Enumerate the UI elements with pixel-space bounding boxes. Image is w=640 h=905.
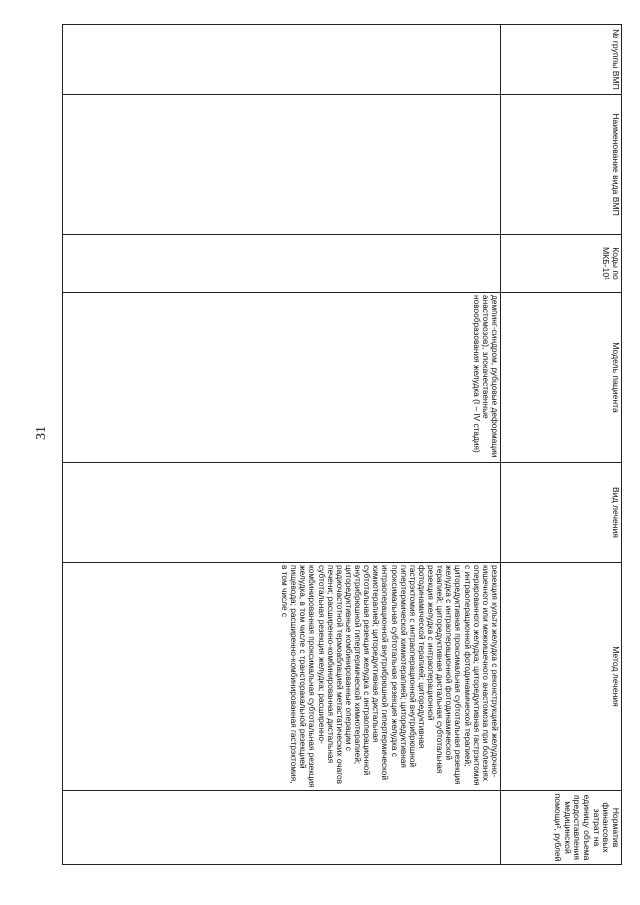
cell-codes [63,235,501,293]
header-method: Метод лечения [501,563,622,791]
header-codes: Коды по МКБ-10¹ [501,235,622,293]
vmp-table [62,24,622,865]
method-text: резекция культи желудка с реконструкцией желудочно-кишечного или межкишечного анастомоза при болезнях оперированного желудка; циторедуктивная гастрэктомия с интраоперационной фотодинамической терапией; циторедуктивная проксимальная субтотальная резекция желудка с интраоперационной фотодинамической терапией; циторедуктивная дистальная субтотальная резекция желудка с интраоперационной фотодинамической терапией; циторедуктивная гастрэктомия с интраоперационной внутрибрюшной гипертермической химиотерапией; циторедуктивная проксимальная субтотальная резекция желудка с интраоперационной внутрибрюшной гипертермической химиотерапией; циторедуктивная дистальная субтотальная резекция желудка с интраоперационной внутрибрюшной гипертермической химиотерапией; циторедуктивные комбинированные операции с радиочастотной термоаблацией метастатических очагов печени; расширенно-комбинированная дистальная субтотальная резекция желудка; расширенно-комбинированная проксимальная субтотальная резекция желудка, в том числе с трансторакальной резекцией пищевода; расширенно-комбинированная гастрэктомия, в том числе с [280,565,500,788]
page-number: 31 [34,426,49,440]
rotated-table-container [62,24,622,864]
cell-patient-model: демпинг-синдром, рубцовые деформации анастомозов), злокачественные новообразования желудка (I – IV стадия) [63,293,501,463]
cell-name [63,95,501,235]
table-row [63,25,501,865]
header-name: Наименование вида ВМП [501,95,622,235]
header-patient-model: Модель пациента [501,293,622,463]
header-row [501,25,622,865]
cell-treatment-type [63,463,501,563]
cell-method [63,563,501,791]
cell-cost [63,791,501,865]
header-cost: Норматив финансовых затрат на единицу объема предоставления медицинской помощи², рублей [501,791,622,865]
header-treatment-type: Вид лечения [501,463,622,563]
header-group-no: № группы ВМП [501,25,622,95]
cell-group-no [63,25,501,95]
